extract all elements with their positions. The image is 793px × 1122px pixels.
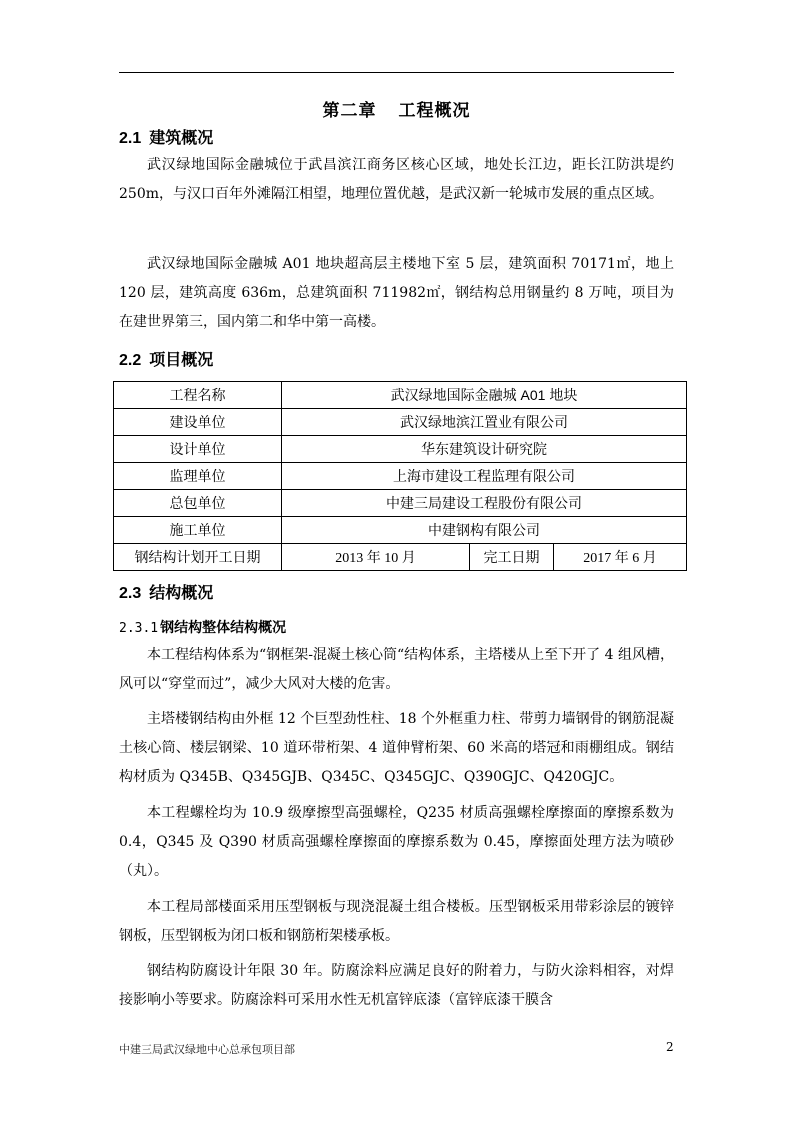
section-number: 2.3: [119, 585, 142, 602]
footer-organization: 中建三局武汉绿地中心总承包项目部: [119, 1043, 295, 1056]
section-title: 结构概况: [149, 583, 214, 602]
start-date-value: 2013 年 10 月: [282, 544, 470, 571]
header-rule: [119, 72, 674, 73]
row-value: 武汉绿地滨江置业有限公司: [282, 409, 687, 436]
row-label: 工程名称: [114, 382, 282, 409]
paragraph: 武汉绿地国际金融城位于武昌滨江商务区核心区域，地处长江边，距长江防洪堤约 250m，与汉口百年外滩隔江相望，地理位置优越，是武汉新一轮城市发展的重点区域。: [119, 157, 674, 202]
table-row: [114, 382, 687, 409]
section-title: 建筑概况: [149, 128, 214, 147]
paragraph: 钢结构防腐设计年限 30 年。防腐涂料应满足良好的附着力，与防火涂料相容，对焊接影响小等要求。防腐涂料可采用水性无机富锌底漆（富锌底漆干膜含: [119, 963, 674, 1008]
table-row: [114, 463, 687, 490]
row-value: 中建三局建设工程股份有限公司: [282, 490, 687, 517]
subsection-number: 2.3.1: [119, 621, 159, 636]
row-value: 武汉绿地国际金融城 A01 地块: [282, 382, 687, 409]
paragraph: 本工程结构体系为“钢框架-混凝土核心筒“结构体系，主塔楼从上至下开了 4 组风槽，风可以“穿堂而过”，减少大风对大楼的危害。: [119, 647, 674, 692]
table-row: [114, 409, 687, 436]
row-label: 施工单位: [114, 517, 282, 544]
chapter-title: [0, 96, 793, 121]
row-label: 建设单位: [114, 409, 282, 436]
section-heading-2-3: [119, 580, 213, 603]
section-title: 项目概况: [149, 350, 214, 369]
end-date-value: 2017 年 6 月: [554, 544, 687, 571]
paragraph: [119, 250, 674, 337]
chapter-name: 工程概况: [398, 101, 471, 121]
section-number: 2.2: [119, 352, 142, 369]
paragraph: 本工程螺栓均为 10.9 级摩擦型高强螺栓，Q235 材质高强螺栓摩擦面的摩擦系数为 0.4，Q345 及 Q390 材质高强螺栓摩擦面的摩擦系数为 0.45，摩擦面处理方法为喷砂（丸）。: [119, 805, 674, 879]
subsection-title: 钢结构整体结构概况: [160, 620, 287, 636]
table-row: [114, 436, 687, 463]
project-info-table: [113, 381, 687, 571]
start-date-label: 钢结构计划开工日期: [114, 544, 282, 571]
table-row: [114, 490, 687, 517]
row-label: 监理单位: [114, 463, 282, 490]
paragraph: 本工程局部楼面采用压型钢板与现浇混凝土组合楼板。压型钢板采用带彩涂层的镀锌钢板，压型钢板为闭口板和钢筋桁架楼承板。: [119, 899, 674, 944]
subsection-heading-2-3-1: [119, 617, 286, 637]
section-heading-2-2: [119, 347, 213, 370]
paragraph: 主塔楼钢结构由外框 12 个巨型劲性柱、18 个外框重力柱、带剪力墙钢骨的钢筋混凝土核心筒、楼层钢梁、10 道环带桁架、4 道伸臂桁架、60 米高的塔冠和雨棚组成。钢结构材质为 Q345B、Q345GJB、Q345C、Q345GJC、Q390GJC、Q420GJC。: [119, 711, 674, 785]
section-number: 2.1: [119, 130, 142, 147]
page-number: 2: [666, 1040, 674, 1054]
row-label: 总包单位: [114, 490, 282, 517]
table-row-dates: [114, 544, 687, 571]
row-label: 设计单位: [114, 436, 282, 463]
row-value: 中建钢构有限公司: [282, 517, 687, 544]
row-value: 上海市建设工程监理有限公司: [282, 463, 687, 490]
chapter-number: 第二章: [322, 101, 377, 121]
end-date-label: 完工日期: [470, 544, 554, 571]
section-heading-2-1: [119, 125, 213, 148]
row-value: 华东建筑设计研究院: [282, 436, 687, 463]
table-row: [114, 517, 687, 544]
paragraph-text: 武汉绿地国际金融城 A01 地块超高层主楼地下室 5 层，建筑面积 70171㎡，地上 120 层，建筑高度 636m，总建筑面积 711982㎡，钢结构总用钢量约 8 万吨，项目为在建世界第三，国内第二和华中第一高楼。: [119, 256, 674, 330]
